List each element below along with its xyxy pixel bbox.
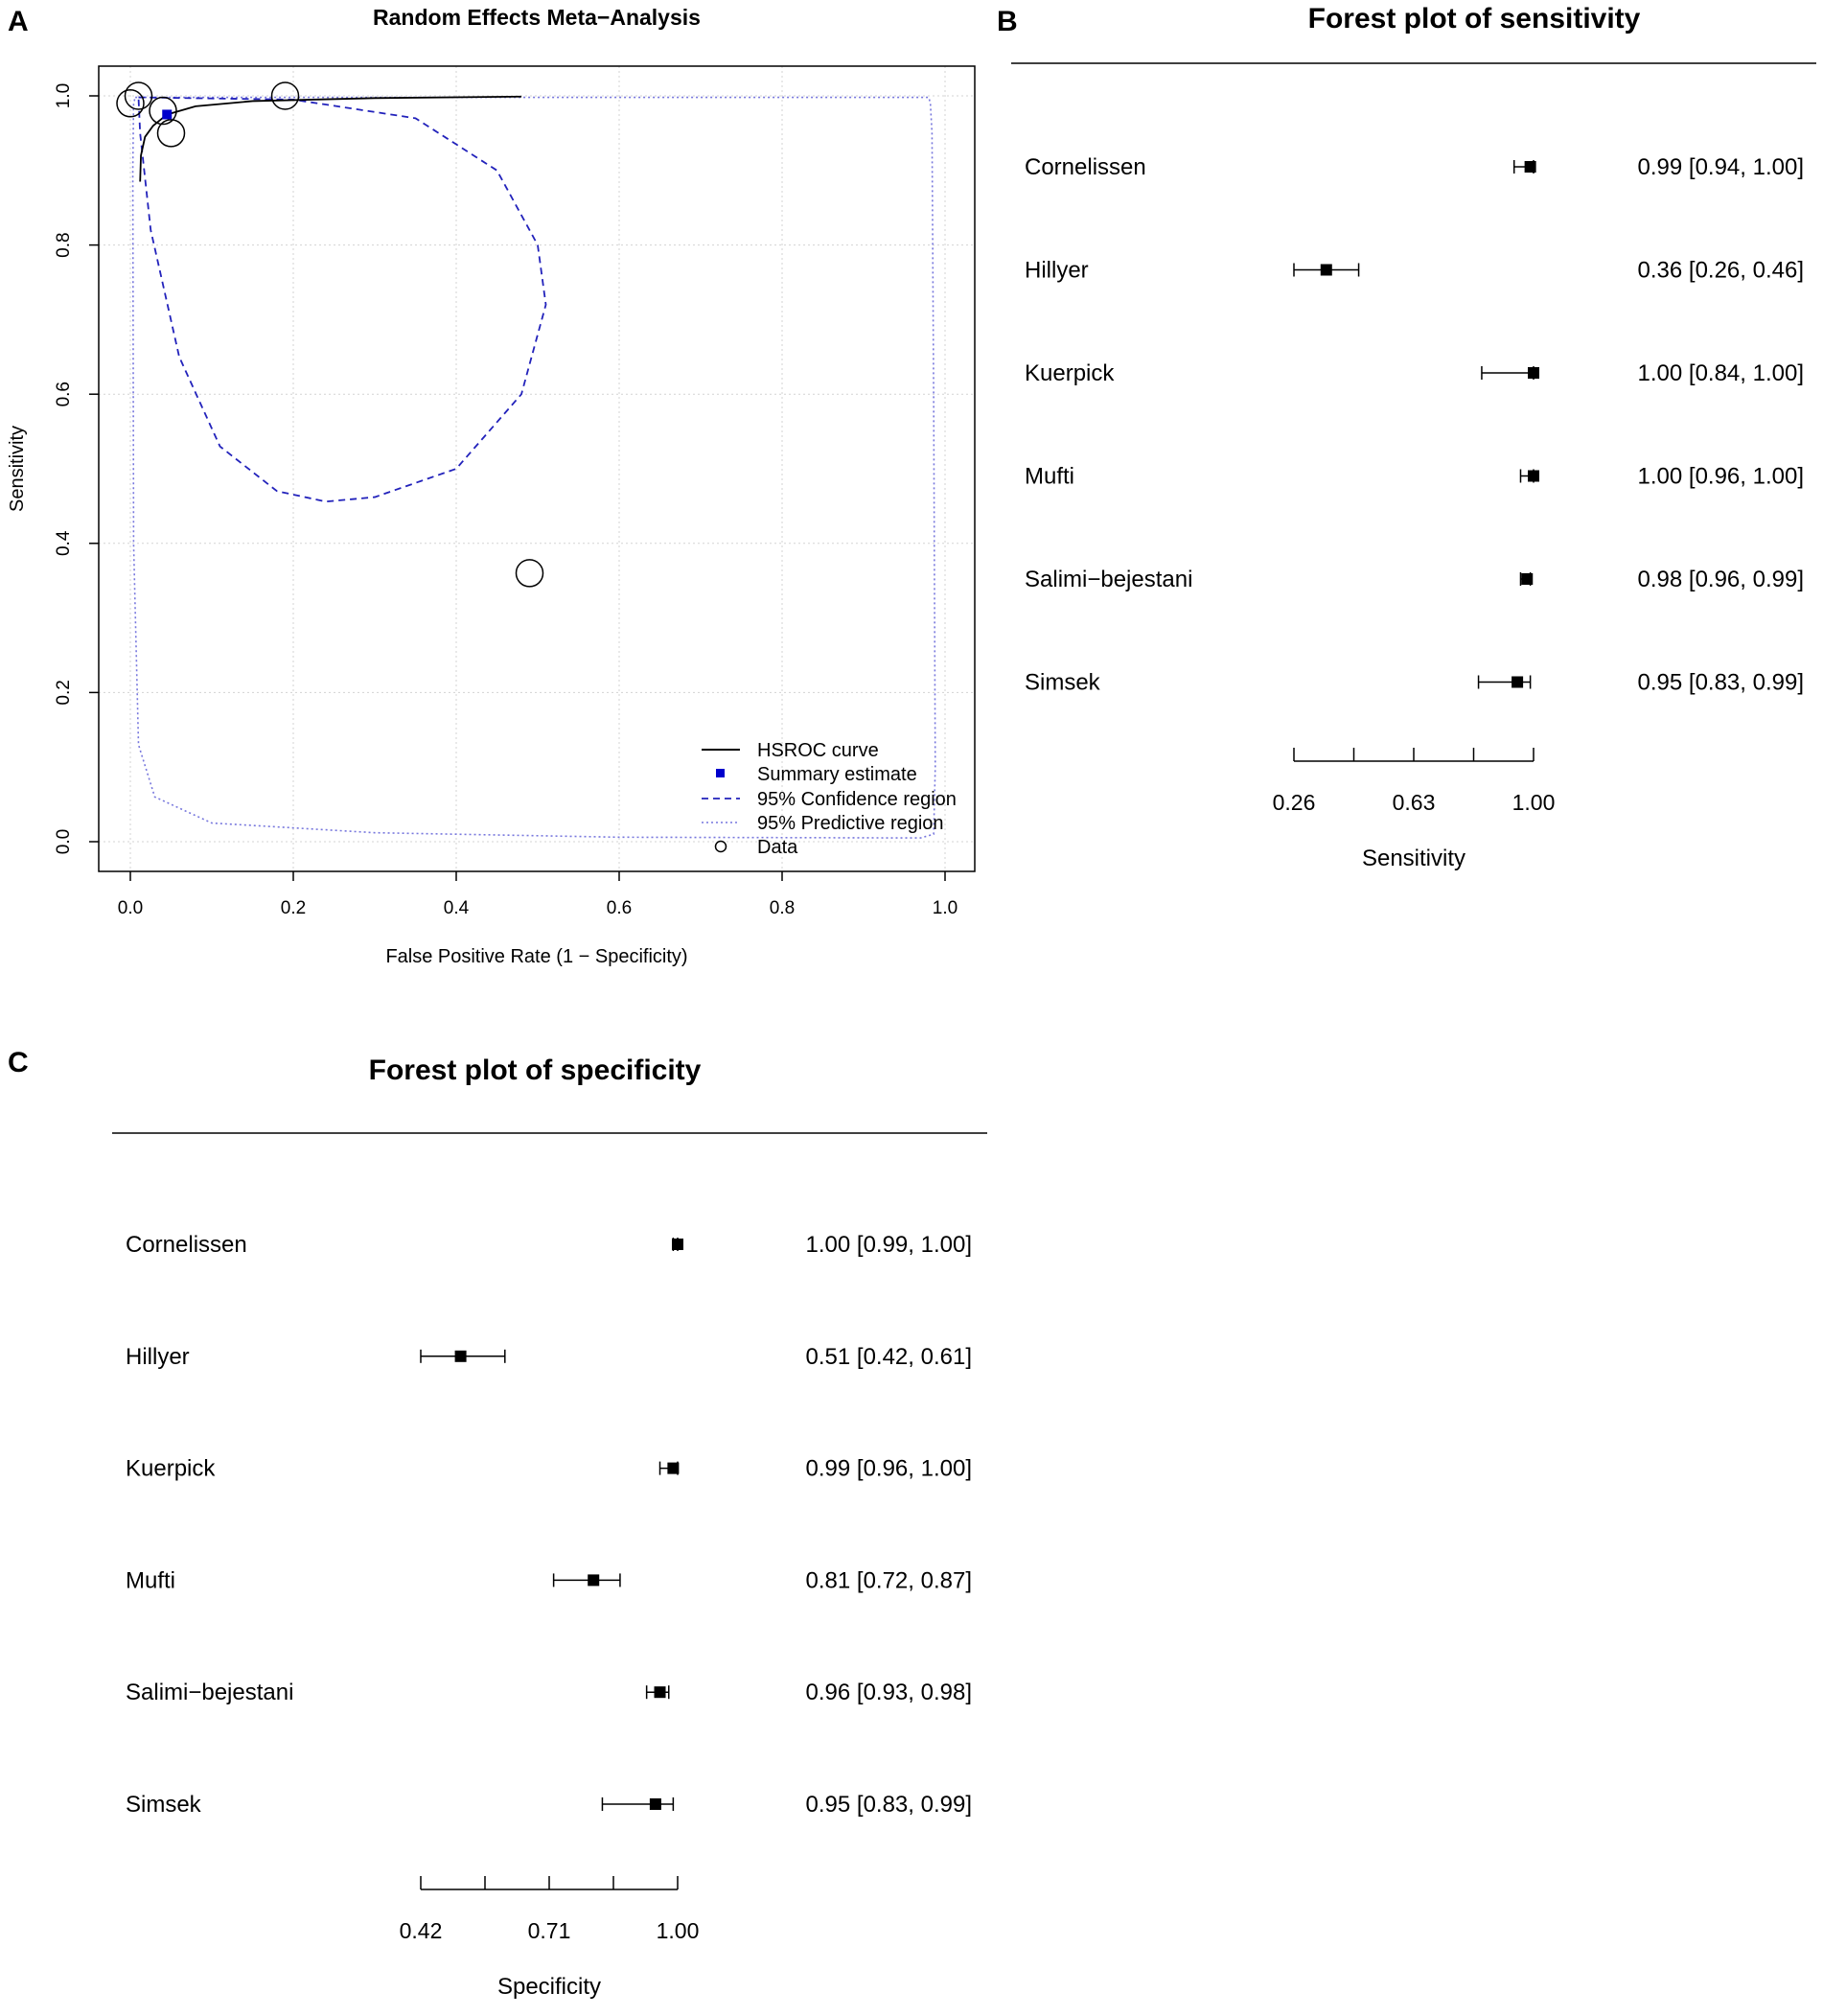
panel-a-title: Random Effects Meta−Analysis	[373, 5, 701, 30]
study-name: Simsek	[126, 1792, 201, 1818]
legend-data-swatch	[716, 842, 727, 852]
forest-axis-label: Specificity	[496, 1974, 602, 2000]
study-data-point	[117, 90, 144, 117]
y-axis	[54, 83, 99, 854]
study-name: Salimi−bejestani	[126, 1680, 294, 1706]
study-name: Hillyer	[126, 1343, 190, 1370]
point-estimate	[1528, 471, 1539, 482]
x-tick-label: 1.0	[932, 898, 958, 918]
point-estimate	[1525, 161, 1536, 173]
forest-row	[1025, 258, 1804, 284]
forest-axis-tick-label: 1.00	[656, 1918, 700, 1943]
study-name: Mufti	[1025, 463, 1075, 490]
hsroc-curve	[140, 97, 521, 182]
x-tick-label: 0.4	[443, 898, 470, 918]
study-data-point	[158, 120, 185, 147]
study-name: Kuerpick	[1025, 360, 1115, 386]
study-estimate-label: 0.81 [0.72, 0.87]	[805, 1567, 972, 1594]
study-estimate-label: 0.98 [0.96, 0.99]	[1637, 567, 1804, 592]
panel-letter-a: A	[8, 6, 29, 37]
forest-row	[1025, 360, 1804, 386]
confidence-region-path	[139, 98, 546, 502]
legend-hsroc-label: HSROC curve	[757, 740, 879, 761]
legend-predictive-label: 95% Predictive region	[757, 813, 944, 834]
legend-confidence-label: 95% Confidence region	[757, 789, 957, 810]
forest-row	[1025, 670, 1804, 696]
x-tick-label: 0.2	[280, 898, 307, 918]
forest-row	[126, 1680, 972, 1705]
forest-title: Forest plot of sensitivity	[1307, 3, 1641, 35]
y-tick-label: 1.0	[54, 82, 74, 109]
y-tick-label: 0.2	[54, 680, 74, 706]
legend-summary-label: Summary estimate	[757, 764, 917, 785]
forest-axis-tick-label: 0.63	[1392, 790, 1436, 815]
x-tick-label: 0.8	[769, 898, 796, 918]
study-estimate-label: 0.36 [0.26, 0.46]	[1637, 257, 1804, 284]
y-tick-label: 0.0	[54, 828, 74, 855]
forest-row	[1025, 464, 1804, 490]
panel-a-hsroc	[7, 5, 975, 967]
point-estimate	[1321, 265, 1332, 276]
forest-row	[1025, 567, 1804, 592]
forest-row	[126, 1232, 972, 1258]
study-name: Salimi−bejestani	[1025, 567, 1193, 592]
point-estimate	[1521, 573, 1533, 585]
predictive-region-path	[133, 98, 935, 839]
legend-data-label: Data	[757, 837, 798, 858]
forest-row	[126, 1567, 972, 1593]
point-estimate	[1511, 677, 1523, 688]
forest-row	[126, 1792, 972, 1818]
point-estimate	[1528, 367, 1539, 379]
study-name: Mufti	[126, 1567, 176, 1594]
study-estimate-label: 0.99 [0.94, 1.00]	[1637, 154, 1804, 180]
forest-axis-tick-label: 0.71	[527, 1918, 571, 1943]
forest-axis-tick-label: 0.42	[399, 1918, 443, 1943]
study-estimate-label: 0.95 [0.83, 0.99]	[1637, 669, 1804, 696]
study-estimate-label: 0.99 [0.96, 1.00]	[805, 1455, 972, 1482]
predictive-region	[133, 98, 935, 839]
study-estimate-label: 1.00 [0.84, 1.00]	[1637, 360, 1804, 386]
y-tick-label: 0.6	[54, 381, 74, 407]
forest-axis-label: Sensitivity	[1361, 846, 1466, 871]
study-name: Cornelissen	[1025, 154, 1146, 180]
data-points	[117, 82, 543, 587]
panel-b-forest-sensitivity	[1011, 3, 1816, 871]
study-data-point	[517, 560, 543, 587]
point-estimate	[667, 1463, 679, 1474]
legend-summary-swatch	[716, 769, 725, 777]
x-axis-label: False Positive Rate (1 − Specificity)	[385, 946, 688, 967]
y-tick-label: 0.8	[54, 232, 74, 258]
y-tick-label: 0.4	[54, 530, 74, 557]
y-axis-label: Sensitivity	[7, 425, 28, 513]
study-estimate-label: 0.96 [0.93, 0.98]	[805, 1680, 972, 1706]
point-estimate	[650, 1798, 661, 1810]
point-estimate	[655, 1686, 666, 1698]
forest-row	[126, 1456, 972, 1482]
forest-axis-tick-label: 0.26	[1272, 790, 1316, 815]
forest-axis-tick-label: 1.00	[1511, 790, 1556, 815]
x-axis	[118, 871, 958, 918]
study-name: Hillyer	[1025, 257, 1089, 284]
study-name: Simsek	[1025, 669, 1100, 696]
forest-title: Forest plot of specificity	[368, 1054, 702, 1086]
study-data-point	[272, 82, 299, 109]
forest-row	[126, 1344, 972, 1370]
point-estimate	[455, 1351, 467, 1362]
hsroc-curve-path	[140, 97, 521, 182]
point-estimate	[672, 1239, 683, 1250]
x-tick-label: 0.0	[117, 898, 144, 918]
point-estimate	[588, 1574, 599, 1586]
forest-row	[1025, 154, 1804, 180]
panel-letter-c: C	[8, 1047, 29, 1078]
study-estimate-label: 1.00 [0.96, 1.00]	[1637, 463, 1804, 490]
study-estimate-label: 0.95 [0.83, 0.99]	[805, 1792, 972, 1818]
confidence-region	[139, 98, 546, 502]
study-estimate-label: 0.51 [0.42, 0.61]	[805, 1343, 972, 1370]
study-estimate-label: 1.00 [0.99, 1.00]	[805, 1232, 972, 1258]
legend	[702, 740, 957, 858]
study-name: Cornelissen	[126, 1232, 247, 1258]
summary-estimate-marker	[162, 109, 172, 119]
panel-letter-b: B	[997, 6, 1018, 37]
study-name: Kuerpick	[126, 1455, 216, 1482]
panel-c-forest-specificity	[112, 1054, 987, 2000]
x-tick-label: 0.6	[606, 898, 633, 918]
